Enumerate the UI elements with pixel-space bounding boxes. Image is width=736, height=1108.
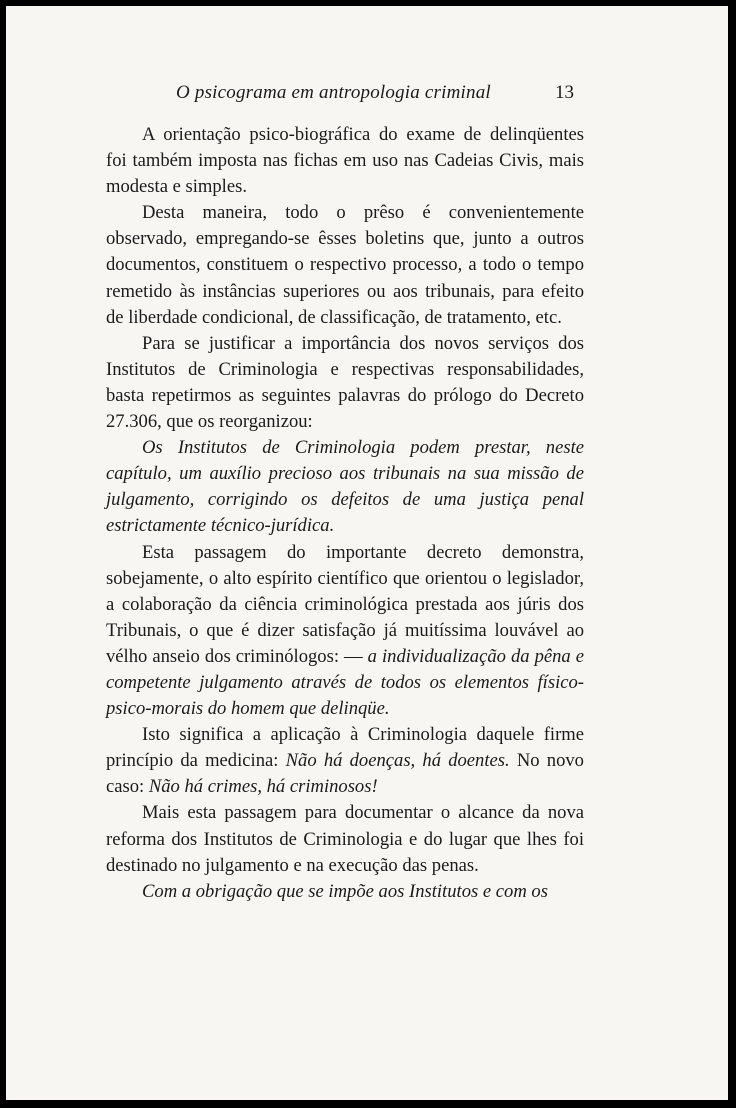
paragraph-1 [106,122,584,200]
paragraph-5 [106,540,584,723]
italic-phrase: Com a obrigação que se impõe aos Institutos e com os [142,880,548,902]
paragraph-text: Esta passagem do importante decreto demonstra, sobejamente, o alto espírito científico que orientou o legislador, a colaboração da ciência criminológica prestada aos júris dos Tribunais, o que é dizer satisfação já muitíssima louvável ao vélho anseio dos criminólogos: — [106,541,584,667]
page-number: 13 [555,82,574,103]
paragraph-6 [106,722,584,800]
paragraph-4-quote [106,435,584,539]
paragraph-text: Isto significa a aplicação à Criminologia daquele firme princípio da medicina: [106,724,584,772]
body-text [106,122,584,905]
italic-phrase: Não há crimes, há criminosos! [148,776,378,798]
italic-quote: Os Institutos de Criminologia podem prestar, neste capítulo, um auxílio precioso aos tribunais na sua missão de julgamento, corrigindo os defeitos de uma justiça penal estrictamente técnico-jurídica. [106,437,584,537]
paragraph-7 [106,800,584,878]
running-title: O psicograma em antropologia criminal [176,82,491,103]
paragraph-text: A orientação psico-biográfica do exame de delinqüentes foi também imposta nas fichas em uso nas Cadeias Civis, mais modesta e simples. [106,124,584,198]
italic-phrase: Não há doenças, há doentes. [285,750,510,772]
paragraph-2 [106,200,584,330]
paragraph-text: Para se justificar a importância dos novos serviços dos Institutos de Criminologia e respectivas responsabilidades, basta repetirmos as seguintes palavras do prólogo do Decreto 27.306, que os reorganizou: [106,332,584,433]
book-page [6,6,728,1100]
paragraph-text: Desta maneira, todo o prêso é convenientemente observado, empregando-se êsses boletins que, junto a outros documentos, constituem o respectivo processo, a todo o tempo remetido às instâncias superiores ou aos tribunais, para efeito de liberdade condicional, de classificação, de tratamento, etc. [106,202,584,328]
paragraph-8 [106,879,584,905]
page-header [6,82,728,106]
paragraph-text: Mais esta passagem para documentar o alcance da nova reforma dos Institutos de Criminologia e do lugar que lhes foi destinado no julgamento e na execução das penas. [106,802,584,876]
paragraph-3 [106,331,584,435]
italic-phrase: a individualização da pêna e competente julgamento através de todos os elementos físico-psico-morais do homem que delinqüe. [106,645,584,720]
paragraph-text: No novo caso: [106,750,584,798]
